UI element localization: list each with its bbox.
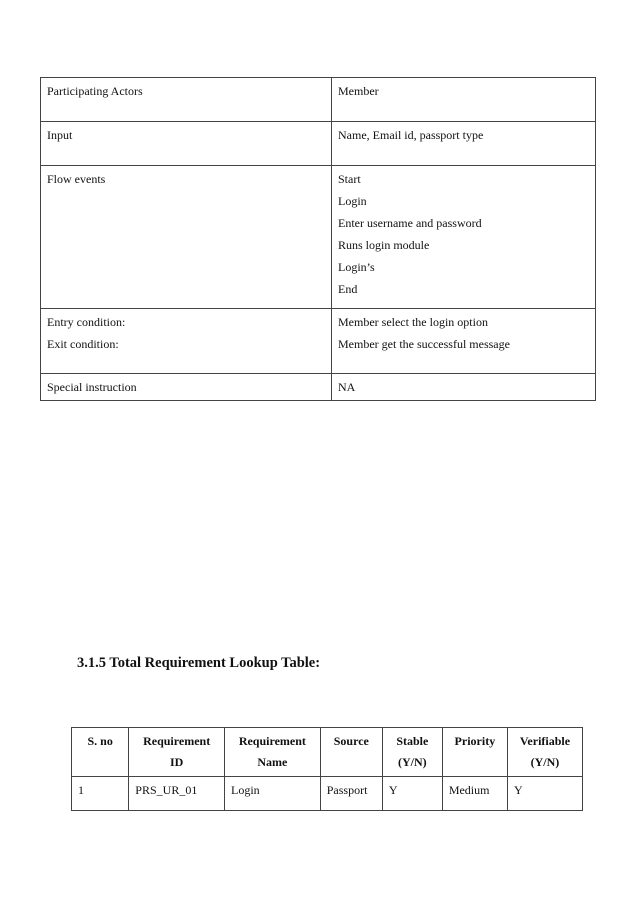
lookup-header-cell-line: Stable — [396, 734, 429, 748]
usecase-row — [41, 78, 596, 122]
usecase-label-cell — [41, 78, 332, 122]
usecase-value-cell-line: Start — [338, 172, 361, 186]
usecase-row — [41, 309, 596, 374]
usecase-value-cell — [332, 309, 596, 374]
usecase-value-cell-line: End — [338, 282, 358, 296]
section-heading: 3.1.5 Total Requirement Lookup Table: — [77, 655, 321, 671]
usecase-row — [41, 122, 596, 166]
lookup-cell: Passport — [320, 777, 382, 811]
usecase-label-cell-line: Entry condition: — [47, 315, 126, 329]
lookup-header-cell — [129, 728, 225, 777]
lookup-cell: Login — [225, 777, 321, 811]
lookup-header-cell-line: ID — [169, 755, 184, 769]
lookup-cell: 1 — [72, 777, 129, 811]
lookup-table — [71, 727, 583, 811]
lookup-cell: PRS_UR_01 — [129, 777, 225, 811]
usecase-row — [41, 374, 596, 401]
lookup-header-cell-line: (Y/N) — [530, 755, 560, 769]
lookup-header-cell-line: Requirement — [143, 734, 211, 748]
lookup-header-cell-line: Source — [333, 734, 369, 748]
usecase-label-cell-line: Input — [47, 128, 73, 142]
lookup-header-cell — [225, 728, 321, 777]
lookup-header-cell-line: S. no — [87, 734, 113, 748]
lookup-header-cell — [320, 728, 382, 777]
usecase-value-cell-line: Login — [338, 194, 367, 208]
usecase-value-cell — [332, 122, 596, 166]
lookup-row — [72, 777, 583, 811]
usecase-label-cell — [41, 374, 332, 401]
lookup-cell: Medium — [442, 777, 507, 811]
lookup-header-cell-line: Name — [257, 755, 288, 769]
usecase-label-cell — [41, 309, 332, 374]
usecase-value-cell — [332, 166, 596, 309]
lookup-header-cell-line: Verifiable — [519, 734, 571, 748]
usecase-table-body — [41, 78, 596, 401]
usecase-label-cell-line: Exit condition: — [47, 337, 119, 351]
lookup-header-cell-line: Requirement — [238, 734, 306, 748]
lookup-table-body — [72, 777, 583, 811]
usecase-value-cell-line: Member get the successful message — [338, 337, 510, 351]
usecase-label-cell-line: Special instruction — [47, 380, 137, 394]
lookup-cell: Y — [507, 777, 582, 811]
usecase-value-cell-line: NA — [338, 380, 356, 394]
usecase-value-cell — [332, 374, 596, 401]
usecase-value-cell-line: Name, Email id, passport type — [338, 128, 484, 142]
usecase-value-cell-line: Member — [338, 84, 379, 98]
usecase-label-cell-line: Participating Actors — [47, 84, 143, 98]
lookup-header-cell — [382, 728, 442, 777]
usecase-label-cell — [41, 166, 332, 309]
usecase-table — [40, 77, 596, 401]
usecase-row — [41, 166, 596, 309]
usecase-value-cell-line: Member select the login option — [338, 315, 488, 329]
lookup-cell: Y — [382, 777, 442, 811]
usecase-value-cell-line: Enter username and password — [338, 216, 482, 230]
usecase-value-cell — [332, 78, 596, 122]
usecase-label-cell — [41, 122, 332, 166]
lookup-header-cell — [507, 728, 582, 777]
usecase-value-cell-line: Login’s — [338, 260, 375, 274]
lookup-header-cell-line: Priority — [454, 734, 496, 748]
lookup-header-cell — [72, 728, 129, 777]
lookup-header-cell — [442, 728, 507, 777]
lookup-header-cell-line: (Y/N) — [398, 755, 427, 769]
usecase-value-cell-line: Runs login module — [338, 238, 430, 252]
lookup-header-row — [72, 728, 583, 777]
usecase-label-cell-line: Flow events — [47, 172, 106, 186]
